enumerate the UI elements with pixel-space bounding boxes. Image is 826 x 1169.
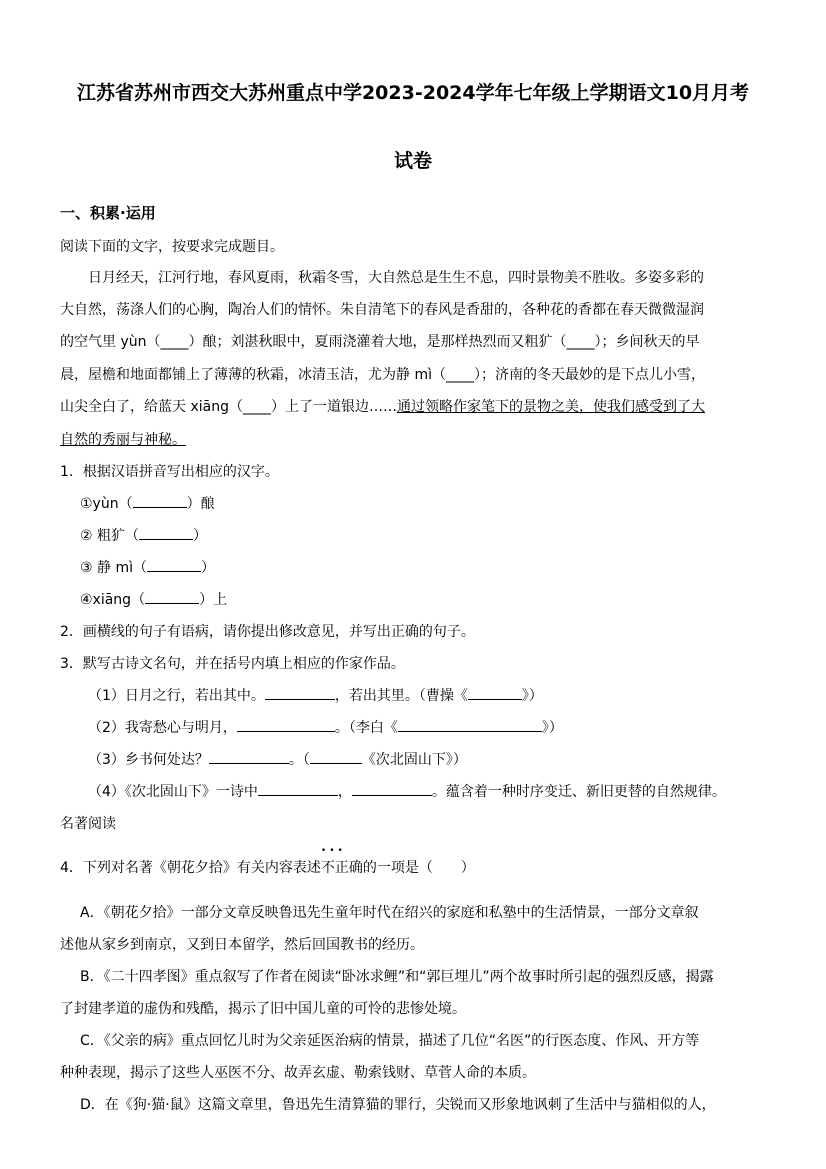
answer-blank[interactable] (145, 591, 199, 604)
option-A-line-2: 述他从家乡到南京，又到日本留学，然后回国教书的经历。 (60, 937, 424, 953)
answer-blank[interactable] (133, 495, 187, 508)
q3-1-text-b: ，若出其里。（曹操《 (334, 688, 468, 704)
q1-a-prefix: ①yùn（ (80, 496, 133, 512)
exam-title-line1: 江苏省苏州市西交大苏州重点中学2023-2024学年七年级上学期语文10月月考 (76, 82, 750, 104)
question-3-item-3 (88, 749, 467, 769)
instruction: 阅读下面的文字，按要求完成题目。 (60, 239, 284, 255)
q1-a-suffix: ）酿 (186, 496, 215, 512)
option-B-line-2: 了封建孝道的虚伪和残酷，揭示了旧中国儿童的可怜的悲惨处境。 (60, 1001, 466, 1017)
option-B-line-1[interactable]: B．《二十四孝图》重点叙写了作者在阅读“卧冰求鲤”和“郭巨埋儿”两个故事时所引起的强烈反感，揭露 (80, 969, 714, 985)
underlined-sentence-part2: 自然的秀丽与神秘。 (60, 432, 186, 448)
question-1-item-c (80, 557, 215, 577)
q3-2-text-a: （2）我寄愁心与明月， (88, 720, 237, 736)
section-heading: 一、积累·运用 (60, 204, 156, 222)
underlined-sentence-part1: 通过领略作家笔下的景物之美，使我们感受到了大 (396, 399, 705, 415)
option-C-line-1[interactable]: C．《父亲的病》重点回忆儿时为父亲延医治病的情景，描述了几位“名医”的行医态度、作风、开方等 (80, 1033, 700, 1049)
answer-blank[interactable] (265, 687, 335, 700)
q1-d-prefix: ④xiāng（ (80, 592, 146, 608)
passage-line-5-plain: 山尖全白了，给蓝天 xiāng（____）上了一道银边…… (60, 399, 397, 415)
q1-c-suffix: ） (200, 560, 215, 576)
answer-blank[interactable] (398, 719, 542, 732)
q3-4-text-a: （4）《次北固山下》一诗中 (88, 784, 258, 800)
q1-c-prefix: ③ 静 mì（ (80, 560, 147, 576)
q1-d-suffix: ）上 (199, 592, 228, 608)
question-4-stem (60, 857, 475, 877)
question-1-stem: 1．根据汉语拼音写出相应的汉字。 (60, 464, 279, 480)
passage-line-3: 的空气里 yùn（____）酿；刘湛秋眼中，夏雨浇灌着大地，是那样热烈而又粗犷（____）；乡间秋天的早 (60, 334, 700, 350)
option-C-line-2: 种种表现，揭示了这些人巫医不分、故弄玄虚、勒索钱财、草菅人命的本质。 (60, 1065, 536, 1081)
option-A-line-1[interactable]: A．《朝花夕拾》一部分文章反映鲁迅先生童年时代在绍兴的家庭和私塾中的生活情景，一部分文章叙 (80, 905, 699, 921)
q3-2-text-c: 》） (541, 720, 563, 736)
question-3-item-1 (88, 685, 543, 705)
q3-4-text-b: ， (337, 784, 352, 800)
q1-b-suffix: ） (193, 528, 208, 544)
reading-heading: 名著阅读 (60, 816, 116, 832)
q3-3-text-b: 。（ (288, 752, 310, 768)
question-2-stem: 2．画横线的句子有语病，请你提出修改意见，并写出正确的句子。 (60, 624, 475, 640)
answer-blank[interactable] (209, 751, 289, 764)
answer-blank[interactable] (310, 751, 362, 764)
question-1-item-b (80, 525, 207, 545)
answer-blank[interactable] (352, 783, 432, 796)
answer-blank[interactable] (237, 719, 335, 732)
passage-line-2: 大自然，荡涤人们的心胸，陶冶人们的情怀。朱自清笔下的春风是香甜的，各种花的香都在春天微微湿润 (60, 302, 704, 318)
emphasis-dotted-text: ••• 不正确 (321, 857, 363, 877)
q3-3-text-a: （3）乡书何处达？ (88, 752, 209, 768)
answer-blank[interactable] (139, 527, 193, 540)
question-1-item-d (80, 589, 227, 609)
q3-1-text-a: （1）日月之行，若出其中。 (88, 688, 265, 704)
q1-b-prefix: ② 粗犷（ (80, 528, 140, 544)
passage-line-1: 日月经天，江河行地，春风夏雨，秋霜冬雪，大自然总是生生不息，四时景物美不胜收。多姿多彩的 (88, 270, 704, 286)
passage-line-5 (60, 396, 705, 416)
answer-blank[interactable] (468, 687, 522, 700)
q3-2-text-b: 。（李白《 (334, 720, 398, 736)
exam-title-line2: 试卷 (393, 150, 432, 172)
q3-4-text-c: 。蕴含着一种时序变迁、新旧更替的自然规律。 (431, 784, 726, 800)
option-D-line-1[interactable]: D．在《狗·猫·鼠》这篇文章里，鲁迅先生清算猫的罪行，尖锐而又形象地讽刺了生活中与猫相似的人， (80, 1097, 716, 1113)
question-3-item-2 (88, 717, 563, 737)
question-3-item-4 (88, 781, 726, 801)
q4-stem-part-b: 的一项是（ ） (362, 860, 475, 876)
question-3-stem: 3．默写古诗文名句，并在括号内填上相应的作家作品。 (60, 656, 405, 672)
q3-1-text-c: 》） (521, 688, 543, 704)
passage-line-4: 晨，屋檐和地面都铺上了薄薄的秋霜，冰清玉洁，尤为静 mì（____）；济南的冬天最妙的是下点儿小雪， (60, 367, 705, 383)
answer-blank[interactable] (147, 559, 201, 572)
answer-blank[interactable] (258, 783, 338, 796)
q4-stem-part-a: 4．下列对名著《朝花夕拾》有关内容表述 (60, 860, 321, 876)
question-1-item-a (80, 493, 215, 513)
q3-3-text-c: 《次北固山下》） (361, 752, 467, 768)
